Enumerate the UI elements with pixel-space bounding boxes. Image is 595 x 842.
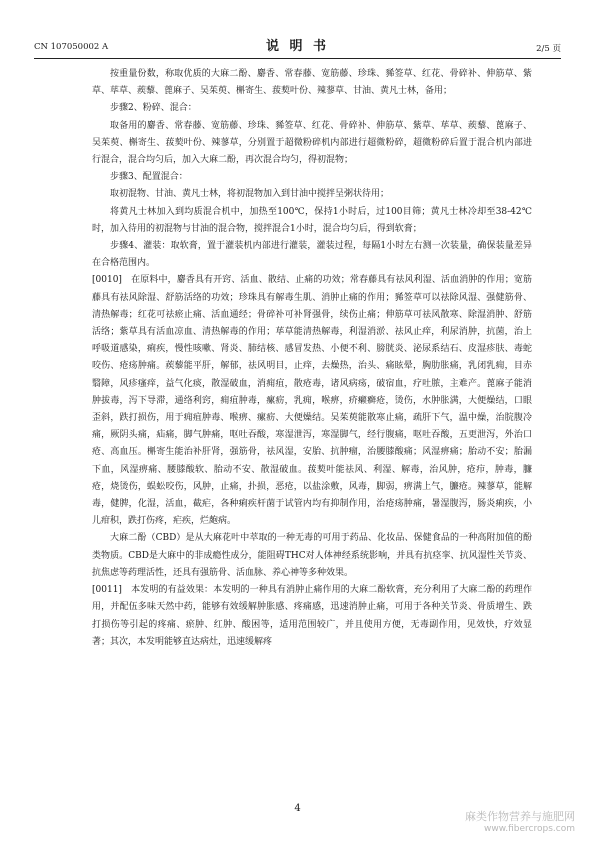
watermark-cn: 麻类作物营养与施肥网	[465, 810, 575, 823]
paragraph-0011: [0011] 本发明的有益效果：本发明的一种具有消肿止痛作用的大麻二酚软膏，充分利用了大麻二酚的药理作用，并配伍多味天然中药，能够有效缓解肿胀感、疼痛感，迅速消肿止痛，可用于各种关节炎、骨质增生、跌打损伤等引起的疼痛、瘀肿、红肿、酸困等，适用范围较广，并且使用方便，无毒副作用，见效快，疗效显著；其次，本发明能够直达病灶，迅速缓解疼	[92, 585, 532, 647]
watermark-url: www.fibercrops.com	[484, 824, 575, 834]
paragraph-0010: [0010] 在原料中，麝香具有开窍、活血、散结、止痛的功效；常春藤具有祛风利湿、活血消肿的作用；宽筋藤具有祛风除湿、舒筋活络的功效；珍珠具有解毒生肌、消肿止痛的作用；豨签草可以祛除风湿、强健筋骨、清热解毒；红花可祛瘀止痛、活血通经；骨碎补可补肾强骨，续伤止痛；伸筋草可祛风散寒、除湿消肿、舒筋活络；紫草具有活血凉血、清热解毒的作用；荜草能清热解毒，利湿消淤、祛风止痒，利尿消肿，抗菌，治上呼吸道感染，痢疾，慢性咳嗽、肾炎、肺结核、感冒发热、小便不利、膀胱炎、泌尿系结石、皮湿疹肤、毒蛇咬伤、疮疡肿痛。蒺藜能平肝，解郁，祛风明目，止痒，去燥热，治头、痛眩晕，胸肋胀痛，乳闭乳痈，目赤翳障，风疹瘙痒，益气化痰，散湿破血，消痈疽，散疮毒，诸风病疡，破宿血，疗吐脓，主难产。蓖麻子能消肿拔毒，泻下导滞，通络利窍，痈疽肿毒，瘰疬，乳痈，喉痹，疥癞癣疮，烫伤，水肿胀满，大便燥结，口眼歪斜，跌打损伤，用于痈疽肿毒、喉痹、瘰疬、大便燥结。吴茱萸能散寒止痛，疏肝下气，温中燥，治脘腹冷痛，厥阴头痛，疝痛，脚气肿痛，呕吐吞酸，寒湿泄泻，寒湿脚气，经行腹痛，呕吐吞酸，五更泄泻，外治口疮、高血压。槲寄生能治补肝肾，强筋骨，祛风湿，安胎、抗肿瘤，治腰膝酸痛；风湿痹痛；胎动不安；胎漏下血，风湿痹痛、腰膝酸软、胎动不安、散湿破血。菝葜叶能祛风、利湿、解毒，治风肿，疮疖，肿毒，臁疮，烧烫伤，蜈蚣咬伤，风肿，止痛，扑损，恶疮，以盐涂敷，风毒，脚弱，痹满上气，臁疮。辣蓼草，能解毒，健脾，化湿，活血，截疟，各种痢疾杆菌于试管内均有抑制作用，治疮疡肿痛，暑湿腹泻，肠炎痢疾，小儿疳积，跌打伤疼，疟疾，烂皰病。	[92, 275, 532, 527]
paragraph-filling: 步骤4、灌装：取软膏，置于灌装机内部进行灌装，灌装过程，每隔1小时左右测一次装量，确保装量差异在合格范围内。	[92, 241, 532, 269]
paragraph-cbd: 大麻二酚（CBD）是从大麻花叶中萃取的一种无毒的可用于药品、化妆品、保健食品的一种高附加值的酚类物质。CBD是大麻中的非成瘾性成分，能阻碍THC对人体神经系统影响，并具有抗痉挛、抗风湿性关节炎、抗焦虑等药理活性，还具有强筋骨、活血脉、养心神等多种效果。	[92, 533, 532, 578]
paragraph-crushing: 取备用的麝香、常春藤、宽筋藤、珍珠、豨签草、红花、骨碎补、伸筋草、紫草、荜草、蒺藜、蓖麻子、吴茱萸、槲寄生、菝葜叶份、辣蓼草，分别置于超微粉碎机内部进行超微粉碎，超微粉碎后置于混合机内部进行混合，混合均匀后，加入大麻二酚，再次混合均匀，得初混物；	[92, 120, 532, 166]
document-body	[92, 66, 532, 651]
page-header	[34, 34, 561, 56]
page-indicator: 2/5 页	[536, 44, 561, 54]
step-2-heading: 步骤2、粉碎、混合：	[110, 103, 197, 114]
watermark	[465, 808, 575, 834]
page-number: 4	[294, 803, 301, 814]
patent-number: CN 107050002 A	[34, 42, 109, 52]
document-title: 说 明 书	[265, 39, 330, 54]
header-rule	[34, 58, 561, 59]
paragraph-mix-glycerin: 取初混物、甘油、黄凡士林，将初混物加入到甘油中搅拌呈粥状待用；	[110, 189, 390, 200]
paragraph-weighing: 按重量份数，称取优质的大麻二酚、麝香、常春藤、宽筋藤、珍珠、豨签草、红花、骨碎补、伸筋草、紫草、荜草、蒺藜、蓖麻子、吴茱萸、槲寄生、菝葜叶份、辣蓼草、甘油、黄凡士林，备用；	[92, 69, 532, 97]
paragraph-vaseline: 将黄凡士林加入到均质混合机中，加热至100℃，保持1小时后，过100目筛；黄凡士林冷却至38-42℃时，加入待用的初混物与甘油的混合物，搅拌混合1小时，混合均匀后，得到软膏；	[92, 206, 532, 234]
step-3-heading: 步骤3、配置混合：	[110, 172, 188, 183]
